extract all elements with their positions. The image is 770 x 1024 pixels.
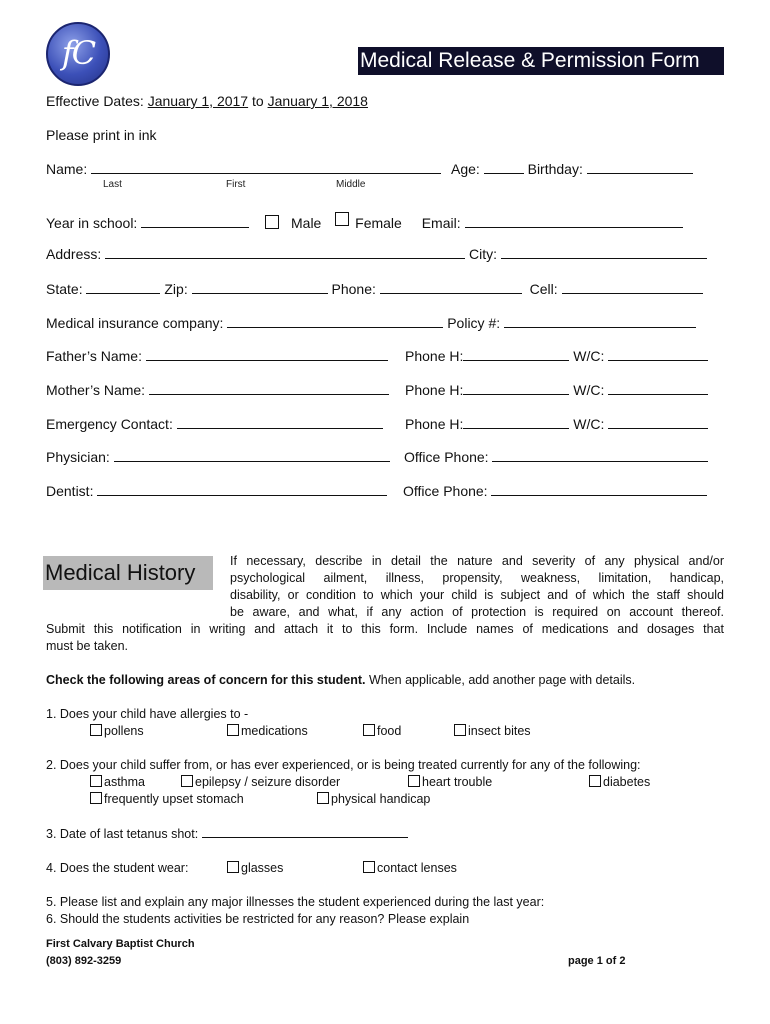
name-middle-caption: Middle bbox=[336, 179, 366, 190]
submit-line-1: Submit this notification in writing and attach it to this form. Include names of medications and dosages that bbox=[46, 622, 724, 636]
emergency-phone-h-field[interactable] bbox=[463, 416, 569, 429]
physical-handicap-checkbox[interactable] bbox=[317, 792, 329, 804]
dentist-office-row bbox=[403, 483, 707, 499]
option-heart-trouble[interactable] bbox=[408, 775, 492, 789]
physician-office-phone-label: Office Phone: bbox=[404, 449, 489, 465]
emergency-phone-h-label: Phone H: bbox=[405, 416, 464, 432]
birthday-field[interactable] bbox=[587, 161, 693, 174]
year-in-school-field[interactable] bbox=[141, 215, 249, 228]
glasses-label: glasses bbox=[241, 861, 284, 875]
mother-phone-h-label: Phone H: bbox=[405, 382, 464, 398]
physician-office-row bbox=[404, 449, 708, 465]
state-field[interactable] bbox=[86, 281, 160, 294]
name-field[interactable] bbox=[91, 161, 441, 174]
effective-dates bbox=[46, 93, 368, 109]
medical-history-intro bbox=[230, 553, 724, 621]
footer-phone: (803) 892-3259 bbox=[46, 955, 122, 967]
policy-label: Policy #: bbox=[447, 315, 501, 331]
physical-handicap-label: physical handicap bbox=[331, 792, 431, 806]
option-epilepsy[interactable] bbox=[181, 775, 340, 789]
male-checkbox[interactable] bbox=[265, 215, 279, 229]
print-instruction: Please print in ink bbox=[46, 127, 157, 143]
upset-stomach-checkbox[interactable] bbox=[90, 792, 102, 804]
father-label: Father’s Name: bbox=[46, 348, 142, 364]
father-phone-h-field[interactable] bbox=[463, 348, 569, 361]
question-5: 5. Please list and explain any major illnesses the student experienced during the last year: bbox=[46, 895, 545, 909]
father-phone-h-label: Phone H: bbox=[405, 348, 464, 364]
option-contact-lenses[interactable] bbox=[363, 861, 457, 875]
question-3: 3. Date of last tetanus shot: bbox=[46, 827, 199, 841]
option-physical-handicap[interactable] bbox=[317, 792, 430, 806]
policy-field[interactable] bbox=[504, 315, 696, 328]
asthma-label: asthma bbox=[104, 775, 145, 789]
option-diabetes[interactable] bbox=[589, 775, 650, 789]
epilepsy-checkbox[interactable] bbox=[181, 775, 193, 787]
year-in-school-label: Year in school: bbox=[46, 215, 138, 231]
emergency-field[interactable] bbox=[177, 416, 383, 429]
contact-lenses-label: contact lenses bbox=[377, 861, 457, 875]
medications-checkbox[interactable] bbox=[227, 724, 239, 736]
father-phone-row bbox=[405, 348, 708, 364]
name-last-caption: Last bbox=[103, 179, 122, 190]
name-label: Name: bbox=[46, 161, 88, 177]
physician-row bbox=[46, 449, 390, 465]
option-asthma[interactable] bbox=[90, 775, 145, 789]
state-label: State: bbox=[46, 281, 83, 297]
name-first-caption: First bbox=[226, 179, 246, 190]
medications-label: medications bbox=[241, 724, 308, 738]
father-wc-label: W/C: bbox=[573, 348, 605, 364]
insect-bites-label: insect bites bbox=[468, 724, 531, 738]
father-field[interactable] bbox=[146, 348, 388, 361]
email-field[interactable] bbox=[465, 215, 683, 228]
church-logo bbox=[46, 22, 110, 86]
intro-line-1: If necessary, describe in detail the nature and severity of any physical and/or bbox=[230, 554, 724, 568]
phone-field[interactable] bbox=[380, 281, 522, 294]
physician-label: Physician: bbox=[46, 449, 110, 465]
mother-row bbox=[46, 382, 389, 398]
logo-text: fC bbox=[61, 34, 95, 72]
email-label: Email: bbox=[421, 215, 461, 231]
city-label: City: bbox=[469, 246, 498, 262]
emergency-wc-label: W/C: bbox=[573, 416, 605, 432]
check-instruction bbox=[46, 673, 635, 687]
medical-history-heading: Medical History bbox=[43, 556, 213, 590]
upset-stomach-label: frequently upset stomach bbox=[104, 792, 244, 806]
heart-trouble-label: heart trouble bbox=[422, 775, 493, 789]
question-1: 1. Does your child have allergies to - bbox=[46, 707, 249, 721]
check-instruction-rest: When applicable, add another page with details. bbox=[365, 673, 636, 687]
dates-label: Effective Dates: bbox=[46, 93, 148, 109]
pollens-label: pollens bbox=[104, 724, 144, 738]
mother-phone-row bbox=[405, 382, 708, 398]
start-date: January 1, 2017 bbox=[147, 93, 249, 109]
insurance-label: Medical insurance company: bbox=[46, 315, 224, 331]
female-label: Female bbox=[355, 215, 402, 231]
intro-line-4: be aware, and what, if any action of protection is required on account thereof. bbox=[230, 605, 724, 619]
insurance-field[interactable] bbox=[227, 315, 443, 328]
mother-field[interactable] bbox=[149, 382, 389, 395]
question-3-row bbox=[46, 826, 408, 841]
father-wc-field[interactable] bbox=[608, 348, 708, 361]
school-row bbox=[46, 212, 683, 231]
dentist-office-phone-label: Office Phone: bbox=[403, 483, 488, 499]
emergency-phone-row bbox=[405, 416, 708, 432]
female-checkbox[interactable] bbox=[335, 212, 349, 226]
food-checkbox[interactable] bbox=[363, 724, 375, 736]
question-6: 6. Should the students activities be restricted for any reason? Please explain bbox=[46, 912, 470, 926]
form-title: Medical Release & Permission Form bbox=[358, 47, 724, 75]
father-row bbox=[46, 348, 388, 364]
footer-page: page 1 of 2 bbox=[568, 955, 626, 967]
option-pollens[interactable] bbox=[90, 724, 144, 738]
option-medications[interactable] bbox=[227, 724, 308, 738]
zip-label: Zip: bbox=[164, 281, 188, 297]
option-insect-bites[interactable] bbox=[454, 724, 531, 738]
phone-label: Phone: bbox=[331, 281, 376, 297]
cell-field[interactable] bbox=[562, 281, 703, 294]
dentist-field[interactable] bbox=[97, 483, 387, 496]
physician-office-phone-field[interactable] bbox=[492, 449, 708, 462]
dates-to: to bbox=[248, 93, 268, 109]
address-row bbox=[46, 246, 707, 262]
option-food[interactable] bbox=[363, 724, 401, 738]
name-row bbox=[46, 161, 693, 177]
dentist-label: Dentist: bbox=[46, 483, 94, 499]
age-field[interactable] bbox=[484, 161, 524, 174]
question-2: 2. Does your child suffer from, or has ever experienced, or is being treated currently for any of the following: bbox=[46, 758, 641, 772]
epilepsy-label: epilepsy / seizure disorder bbox=[195, 775, 341, 789]
asthma-checkbox[interactable] bbox=[90, 775, 102, 787]
emergency-label: Emergency Contact: bbox=[46, 416, 173, 432]
heart-trouble-checkbox[interactable] bbox=[408, 775, 420, 787]
age-label: Age: bbox=[451, 161, 480, 177]
intro-line-3: disability, or condition to which your child is subject and of which the staff should bbox=[230, 588, 724, 602]
male-label: Male bbox=[291, 215, 322, 231]
submit-notice bbox=[46, 621, 724, 655]
tetanus-date-field[interactable] bbox=[202, 826, 408, 838]
cell-label: Cell: bbox=[529, 281, 558, 297]
check-instruction-bold: Check the following areas of concern for this student. bbox=[46, 673, 366, 687]
footer-org: First Calvary Baptist Church bbox=[46, 938, 195, 950]
question-4: 4. Does the student wear: bbox=[46, 861, 189, 875]
option-upset-stomach[interactable] bbox=[90, 792, 244, 806]
physician-field[interactable] bbox=[114, 449, 390, 462]
mother-phone-h-field[interactable] bbox=[463, 382, 569, 395]
option-glasses[interactable] bbox=[227, 861, 283, 875]
address-field[interactable] bbox=[105, 246, 465, 259]
mother-wc-field[interactable] bbox=[608, 382, 708, 395]
mother-wc-label: W/C: bbox=[573, 382, 605, 398]
intro-line-2: psychological ailment, illness, propensity, weakness, limitation, handicap, bbox=[230, 571, 724, 585]
pollens-checkbox[interactable] bbox=[90, 724, 102, 736]
emergency-row bbox=[46, 416, 383, 432]
mother-label: Mother’s Name: bbox=[46, 382, 146, 398]
address-label: Address: bbox=[46, 246, 102, 262]
end-date: January 1, 2018 bbox=[267, 93, 368, 109]
food-label: food bbox=[377, 724, 402, 738]
insurance-row bbox=[46, 315, 696, 331]
birthday-label: Birthday: bbox=[527, 161, 583, 177]
diabetes-label: diabetes bbox=[603, 775, 651, 789]
diabetes-checkbox[interactable] bbox=[589, 775, 601, 787]
zip-field[interactable] bbox=[192, 281, 328, 294]
dentist-row bbox=[46, 483, 387, 499]
insect-bites-checkbox[interactable] bbox=[454, 724, 466, 736]
emergency-wc-field[interactable] bbox=[608, 416, 708, 429]
glasses-checkbox[interactable] bbox=[227, 861, 239, 873]
state-row bbox=[46, 281, 703, 297]
dentist-office-phone-field[interactable] bbox=[491, 483, 707, 496]
city-field[interactable] bbox=[501, 246, 707, 259]
contact-lenses-checkbox[interactable] bbox=[363, 861, 375, 873]
submit-line-2: must be taken. bbox=[46, 639, 128, 653]
